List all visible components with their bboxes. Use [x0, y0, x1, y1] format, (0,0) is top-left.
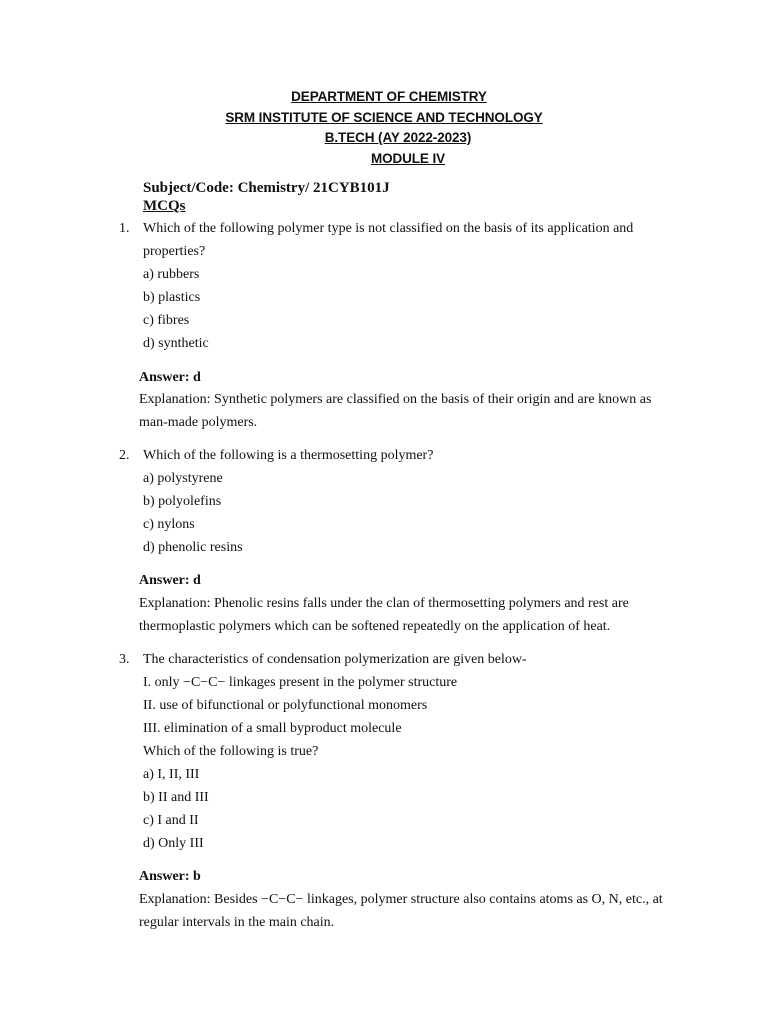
- option-c: c) nylons: [143, 517, 195, 532]
- statement-1: I. only −C−C− linkages present in the polymer structure: [143, 675, 458, 690]
- module-heading: MODULE IV: [370, 151, 446, 166]
- question-number: 1.: [119, 221, 130, 236]
- explanation: Explanation: Synthetic polymers are classified on the basis of their origin and are known as: [139, 392, 652, 407]
- question-number: 2.: [119, 448, 130, 463]
- answer: Answer: d: [139, 573, 201, 588]
- subject-code: Subject/Code: Chemistry/ 21CYB101J: [143, 180, 390, 196]
- explanation: Explanation: Besides −C−C− linkages, polymer structure also contains atoms as O, N, etc., at: [139, 892, 663, 907]
- explanation-cont: thermoplastic polymers which can be softened repeatedly on the application of heat.: [139, 619, 611, 634]
- department-heading: DEPARTMENT OF CHEMISTRY: [291, 89, 487, 104]
- question-text: The characteristics of condensation polymerization are given below-: [143, 652, 527, 667]
- option-c: c) fibres: [143, 313, 190, 328]
- question-text-cont: properties?: [143, 244, 206, 259]
- option-a: a) I, II, III: [143, 767, 200, 782]
- institute-heading: SRM INSTITUTE OF SCIENCE AND TECHNOLOGY: [225, 110, 543, 125]
- answer: Answer: d: [139, 370, 201, 385]
- question-text: Which of the following polymer type is not classified on the basis of its application and: [143, 221, 634, 236]
- option-b: b) polyolefins: [143, 494, 222, 509]
- mcqs-title: MCQs: [143, 198, 186, 214]
- statement-2: II. use of bifunctional or polyfunctional monomers: [143, 698, 428, 713]
- explanation-cont: regular intervals in the main chain.: [139, 915, 335, 930]
- program-heading: B.TECH (AY 2022-2023): [324, 130, 472, 145]
- statement-3: III. elimination of a small byproduct molecule: [143, 721, 402, 736]
- option-a: a) polystyrene: [143, 471, 223, 486]
- option-d: d) Only III: [143, 836, 204, 851]
- option-d: d) synthetic: [143, 336, 209, 351]
- question-text: Which of the following is a thermosetting polymer?: [143, 448, 434, 463]
- question-number: 3.: [119, 652, 130, 667]
- explanation-cont: man-made polymers.: [139, 415, 258, 430]
- option-b: b) plastics: [143, 290, 201, 305]
- explanation: Explanation: Phenolic resins falls under the clan of thermosetting polymers and rest are: [139, 596, 629, 611]
- question-prompt: Which of the following is true?: [143, 744, 319, 759]
- option-b: b) II and III: [143, 790, 209, 805]
- option-c: c) I and II: [143, 813, 199, 828]
- option-a: a) rubbers: [143, 267, 200, 282]
- answer: Answer: b: [139, 869, 201, 884]
- option-d: d) phenolic resins: [143, 540, 243, 555]
